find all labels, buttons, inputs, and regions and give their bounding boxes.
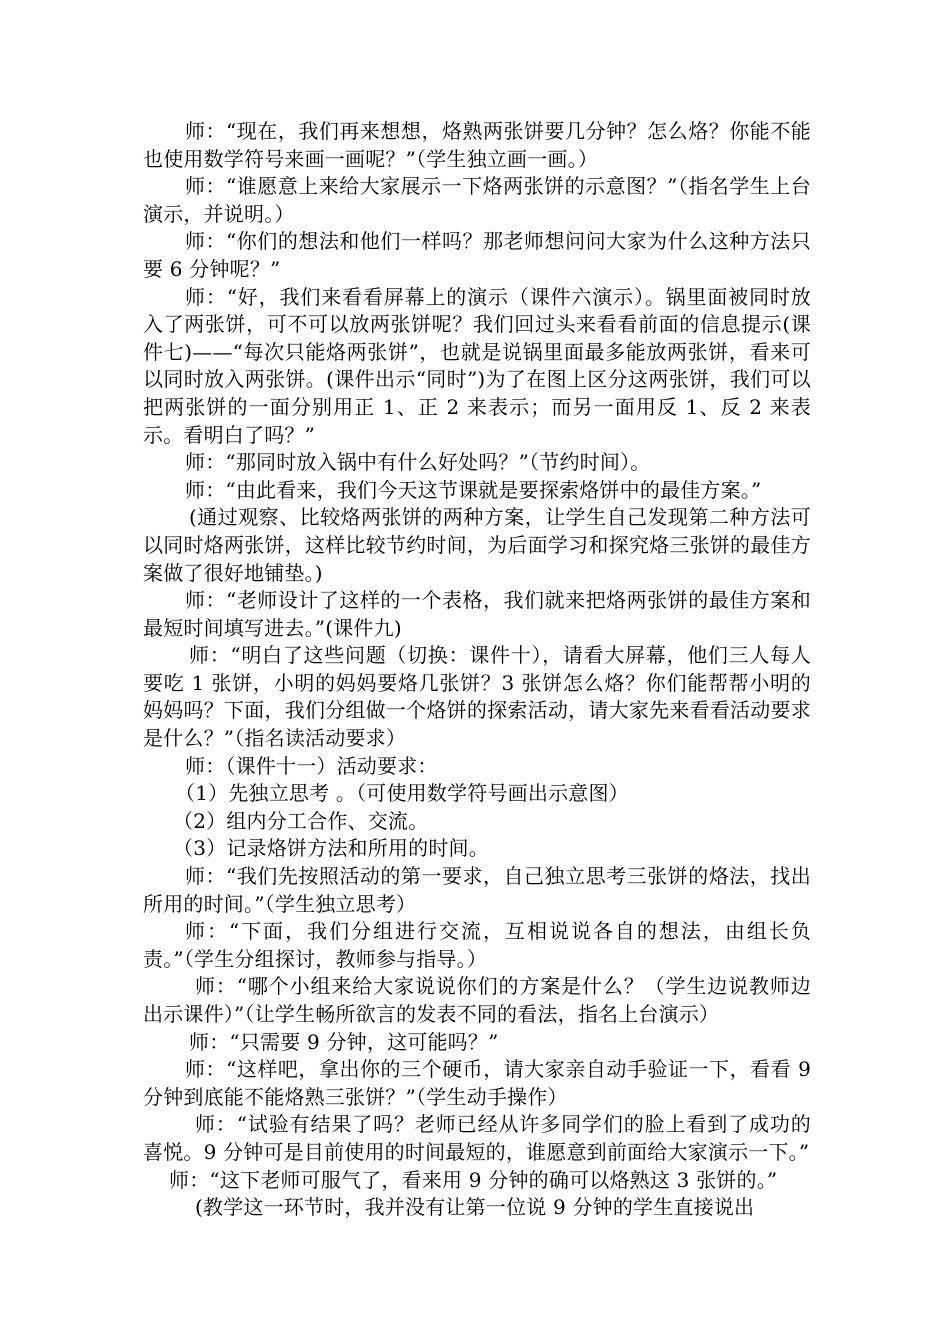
paragraph: 师：（课件十一）活动要求： xyxy=(185,753,438,778)
paragraph: 师：“那同时放入锅中有什么好处吗？”（节约时间）。 xyxy=(185,450,651,475)
paragraph: （1）先独立思考 。（可使用数学符号画出示意图） xyxy=(175,781,629,806)
paragraph: （3）记录烙饼方法和所用的时间。 xyxy=(173,836,489,861)
paragraph: 师：“由此看来，我们今天这节课就是要探索烙饼中的最佳方案。” xyxy=(185,477,762,502)
paragraph: 师：“你们的想法和他们一样吗？那老师想问问大家为什么这种方法只要 6 分钟呢？” xyxy=(143,229,811,281)
paragraph: 师：“试验有结果了吗？老师已经从许多同学们的脸上看到了成功的喜悦。9 分钟可是目前使用的时间最短的，谁愿意到前面给大家演示一下。” xyxy=(143,1112,811,1164)
paragraph: 师：“好，我们来看看屏幕上的演示（课件六演示）。锅里面被同时放入了两张饼，可不可以放两张饼呢？我们回过头来看看前面的信息提示(课件七)——“每次只能烙两张饼”，也就是说锅里面最多能放两张饼，看来可以同时放入两张饼。(课件出示“同时”)为了在图上区分这两张饼，我们可以把两张饼的一面分别用正 1、正 2 来表示；而另一面用反 1、反 2 来表示。看明白了吗？” xyxy=(143,284,811,447)
paragraph: 师：“我们先按照活动的第一要求，自己独立思考三张饼的烙法，找出所用的时间。”（学生独立思考） xyxy=(143,864,811,916)
paragraph: 师：“这样吧，拿出你的三个硬币，请大家亲自动手验证一下，看看 9 分钟到底能不能烙熟三张饼？”（学生动手操作） xyxy=(143,1057,818,1109)
paragraph: 师：“哪个小组来给大家说说你们的方案是什么？（学生边说教师边出示课件）”（让学生畅所欲言的发表不同的看法，指名上台演示） xyxy=(143,974,811,1026)
paragraph: 师：“明白了这些问题（切换：课件十），请看大屏幕，他们三人每人要吃 1 张饼，小明的妈妈要烙几张饼？3 张饼怎么烙？你们能帮帮小明的妈妈吗？下面，我们分组做一个烙饼的探索活动，请大家先来看看活动要求是什么？”（指名读活动要求） xyxy=(143,643,811,751)
paragraph: 师：“只需要 9 分钟，这可能吗？” xyxy=(189,1029,499,1054)
paragraph: (通过观察、比较烙两张饼的两种方案，让学生自己发现第二种方法可以同时烙两张饼，这样比较节约时间，为后面学习和探究烙三张饼的最佳方案做了很好地铺垫。) xyxy=(143,505,811,585)
paragraph: 师：“谁愿意上来给大家展示一下烙两张饼的示意图？”（指名学生上台演示，并说明。） xyxy=(143,174,811,226)
paragraph: （2）组内分工合作、交流。 xyxy=(173,808,429,833)
paragraph: 师：“下面，我们分组进行交流，互相说说各自的想法，由组长负责。”（学生分组探讨，教师参与指导。） xyxy=(143,919,811,971)
document-body xyxy=(143,118,818,1222)
paragraph: 师：“这下老师可服气了，看来用 9 分钟的确可以烙熟这 3 张饼的。” xyxy=(169,1167,778,1192)
paragraph: (教学这一环节时，我并没有让第一位说 9 分钟的学生直接说出 xyxy=(195,1195,755,1220)
paragraph: 师：“现在，我们再来想想，烙熟两张饼要几分钟？怎么烙？你能不能也使用数学符号来画一画呢？”（学生独立画一画。） xyxy=(143,119,811,171)
paragraph: 师：“老师设计了这样的一个表格，我们就来把烙两张饼的最佳方案和最短时间填写进去。”(课件九) xyxy=(143,588,811,640)
